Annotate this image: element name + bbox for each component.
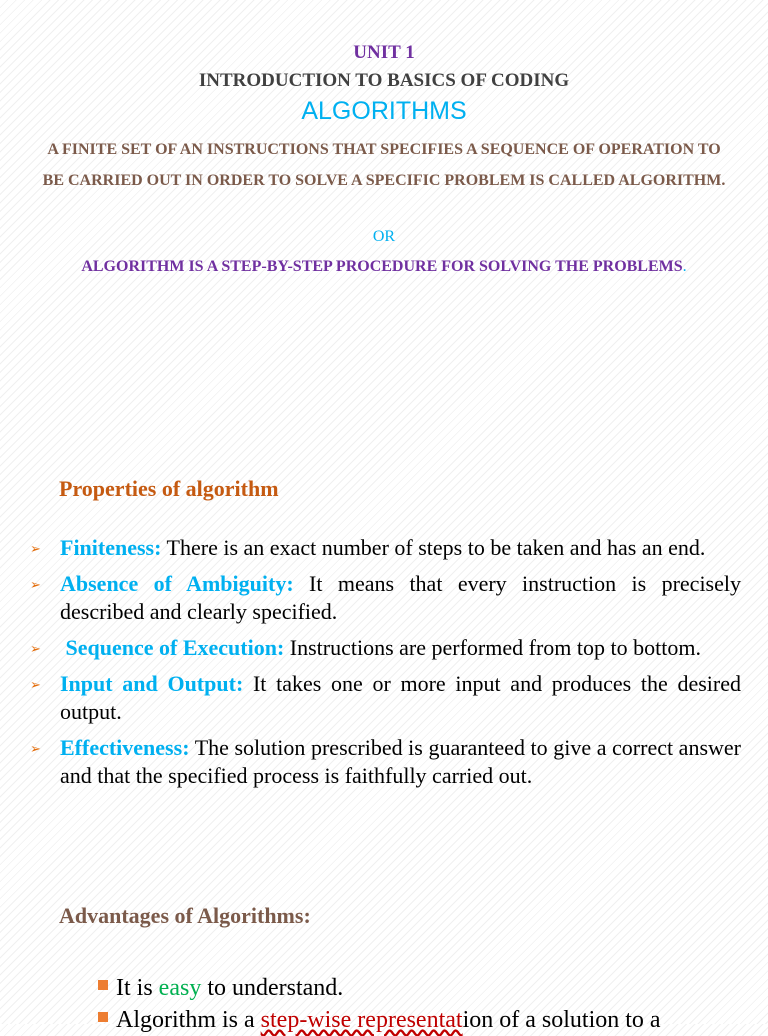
alt-definition	[0, 258, 768, 276]
property-item-ambiguity	[30, 570, 741, 626]
arrow-bullet-icon: ➢	[30, 677, 41, 692]
advantages-heading: Advantages of Algorithms:	[59, 903, 311, 928]
square-bullet-icon	[98, 1012, 108, 1022]
advantages-list	[98, 972, 738, 1036]
property-item-io	[30, 670, 741, 726]
unit-label: UNIT 1	[353, 42, 415, 63]
property-text: It takes one or more input and produces the desired output.	[60, 671, 741, 724]
advantage-post: to understand.	[201, 975, 344, 1001]
page-title: ALGORITHMS	[301, 97, 467, 125]
square-bullet-icon	[98, 980, 108, 990]
alt-definition-text: ALGORITHM IS A STEP-BY-STEP PROCEDURE FOR SOLVING THE PROBLEMS	[81, 258, 683, 275]
property-term: Sequence of Execution	[60, 635, 277, 660]
advantage-item	[98, 1004, 738, 1036]
properties-list	[30, 534, 741, 798]
advantage-highlight: easy	[158, 975, 202, 1001]
property-sep: :	[182, 735, 190, 760]
properties-heading: Properties of algorithm	[59, 476, 279, 501]
alt-definition-period: .	[682, 258, 687, 275]
advantage-item	[98, 972, 738, 1004]
property-term: Finiteness	[60, 535, 155, 560]
property-term: Input and Output	[60, 671, 236, 696]
property-sep: :	[154, 535, 162, 560]
property-text: There is an exact number of steps to be taken and has an end.	[161, 535, 706, 560]
property-item-finiteness	[30, 534, 741, 562]
arrow-bullet-icon: ➢	[30, 641, 41, 656]
property-term: Effectiveness	[60, 735, 183, 760]
advantage-pre: Algorithm is a	[116, 1007, 261, 1033]
property-sep: :	[235, 671, 244, 696]
advantage-highlight: step-wise representat	[260, 1007, 463, 1033]
arrow-bullet-icon: ➢	[30, 541, 41, 556]
property-sep: :	[286, 571, 294, 596]
arrow-bullet-icon: ➢	[30, 577, 41, 592]
intro-title: INTRODUCTION TO BASICS OF CODING	[198, 70, 570, 91]
or-separator: OR	[372, 228, 396, 245]
property-text: The solution prescribed is guaranteed to give a correct answer and that the specified process is faithfully carried out.	[60, 735, 741, 788]
property-term: Absence of Ambiguity	[60, 571, 287, 596]
advantage-pre: It is	[116, 975, 159, 1001]
property-sep: :	[276, 635, 285, 660]
definition-text: A FINITE SET OF AN INSTRUCTIONS THAT SPECIFIES A SEQUENCE OF OPERATION TO BE CARRIED OUT IN ORDER TO SOLVE A SPECIFIC PROBLEM IS CALLED ALGORITHM.	[42, 141, 726, 189]
advantage-post: ion of a solution to a	[462, 1007, 661, 1033]
property-item-sequence	[30, 634, 741, 662]
property-item-effectiveness	[30, 734, 741, 790]
property-text: Instructions are performed from top to bottom.	[284, 635, 701, 660]
property-text: It means that every instruction is precisely described and clearly specified.	[60, 571, 741, 624]
arrow-bullet-icon: ➢	[30, 741, 41, 756]
